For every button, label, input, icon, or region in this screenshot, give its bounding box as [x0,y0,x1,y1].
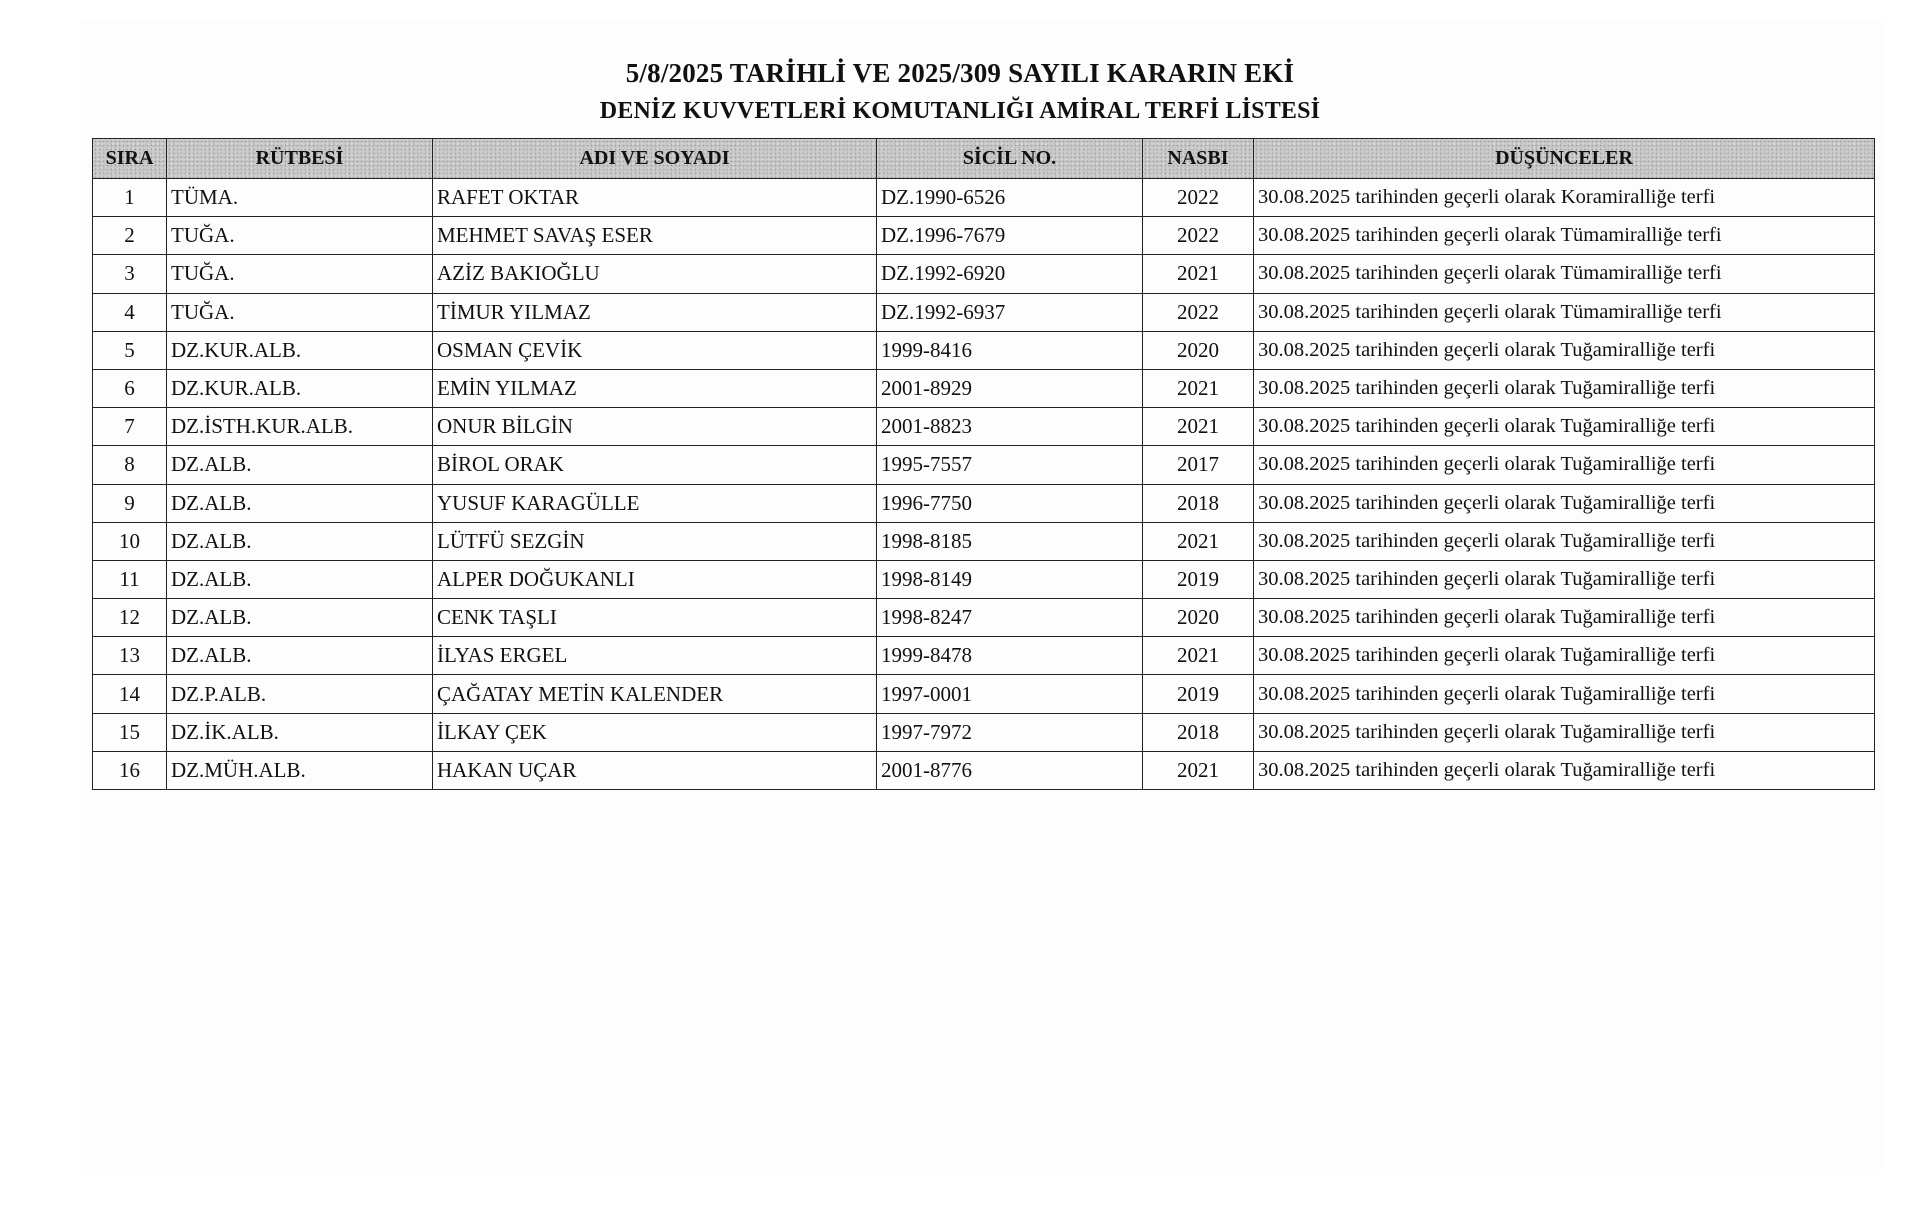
cell-dusunceler: 30.08.2025 tarihinden geçerli olarak Tuğamiralliğe terfi [1254,408,1875,446]
table-row [93,179,1875,217]
cell-dusunceler: 30.08.2025 tarihinden geçerli olarak Tuğamiralliğe terfi [1254,369,1875,407]
cell-rutbe: DZ.ALB. [167,446,433,484]
cell-name: MEHMET SAVAŞ ESER [433,217,877,255]
table-row [93,408,1875,446]
table-row [93,446,1875,484]
cell-nasbi: 2021 [1143,408,1254,446]
cell-sicil-no: 1998-8149 [877,560,1143,598]
column-header-sicil: SİCİL NO. [877,139,1143,179]
cell-sicil-no: 1999-8416 [877,331,1143,369]
cell-name: AZİZ BAKIOĞLU [433,255,877,293]
cell-nasbi: 2022 [1143,217,1254,255]
column-header-dusunceler: DÜŞÜNCELER [1254,139,1875,179]
cell-rutbe: DZ.ALB. [167,522,433,560]
cell-sicil-no: 1999-8478 [877,637,1143,675]
cell-nasbi: 2021 [1143,369,1254,407]
column-header-sira: SIRA [93,139,167,179]
cell-dusunceler: 30.08.2025 tarihinden geçerli olarak Tuğamiralliğe terfi [1254,713,1875,751]
cell-name: OSMAN ÇEVİK [433,331,877,369]
cell-sira: 5 [93,331,167,369]
cell-name: BİROL ORAK [433,446,877,484]
table-row [93,255,1875,293]
cell-name: LÜTFÜ SEZGİN [433,522,877,560]
cell-dusunceler: 30.08.2025 tarihinden geçerli olarak Tuğamiralliğe terfi [1254,675,1875,713]
cell-name: İLYAS ERGEL [433,637,877,675]
cell-sira: 3 [93,255,167,293]
cell-rutbe: TUĞA. [167,293,433,331]
column-header-ad: ADI VE SOYADI [433,139,877,179]
cell-sicil-no: 2001-8929 [877,369,1143,407]
cell-rutbe: DZ.ALB. [167,599,433,637]
table-row [93,599,1875,637]
cell-nasbi: 2021 [1143,522,1254,560]
table-row [93,293,1875,331]
table-row [93,560,1875,598]
cell-dusunceler: 30.08.2025 tarihinden geçerli olarak Tuğamiralliğe terfi [1254,522,1875,560]
cell-sira: 11 [93,560,167,598]
cell-sira: 7 [93,408,167,446]
cell-rutbe: DZ.ALB. [167,637,433,675]
cell-nasbi: 2021 [1143,751,1254,789]
table-row [93,484,1875,522]
cell-sira: 9 [93,484,167,522]
document-subtitle: DENİZ KUVVETLERİ KOMUTANLIĞI AMİRAL TERFİ LİSTESİ [599,98,1321,124]
cell-nasbi: 2022 [1143,179,1254,217]
table-row [93,217,1875,255]
cell-rutbe: DZ.KUR.ALB. [167,369,433,407]
cell-nasbi: 2019 [1143,675,1254,713]
cell-name: İLKAY ÇEK [433,713,877,751]
cell-sicil-no: 1998-8247 [877,599,1143,637]
cell-rutbe: DZ.İK.ALB. [167,713,433,751]
table-row [93,751,1875,789]
cell-name: ÇAĞATAY METİN KALENDER [433,675,877,713]
cell-name: ONUR BİLGİN [433,408,877,446]
cell-name: YUSUF KARAGÜLLE [433,484,877,522]
cell-dusunceler: 30.08.2025 tarihinden geçerli olarak Tuğamiralliğe terfi [1254,599,1875,637]
cell-sira: 15 [93,713,167,751]
cell-name: ALPER DOĞUKANLI [433,560,877,598]
cell-dusunceler: 30.08.2025 tarihinden geçerli olarak Tümamiralliğe terfi [1254,217,1875,255]
cell-sicil-no: 1998-8185 [877,522,1143,560]
cell-sicil-no: DZ.1996-7679 [877,217,1143,255]
cell-nasbi: 2019 [1143,560,1254,598]
cell-sira: 13 [93,637,167,675]
cell-rutbe: DZ.ALB. [167,560,433,598]
cell-sira: 12 [93,599,167,637]
cell-sira: 14 [93,675,167,713]
cell-nasbi: 2018 [1143,713,1254,751]
cell-nasbi: 2021 [1143,637,1254,675]
cell-rutbe: DZ.P.ALB. [167,675,433,713]
cell-nasbi: 2020 [1143,599,1254,637]
cell-nasbi: 2020 [1143,331,1254,369]
column-header-rutbe: RÜTBESİ [167,139,433,179]
cell-rutbe: TÜMA. [167,179,433,217]
cell-dusunceler: 30.08.2025 tarihinden geçerli olarak Tümamiralliğe terfi [1254,255,1875,293]
promotion-table [92,138,1875,790]
cell-sira: 8 [93,446,167,484]
table-row [93,675,1875,713]
cell-rutbe: DZ.ALB. [167,484,433,522]
cell-rutbe: TUĞA. [167,255,433,293]
cell-sicil-no: 1996-7750 [877,484,1143,522]
cell-sicil-no: 2001-8776 [877,751,1143,789]
cell-rutbe: DZ.İSTH.KUR.ALB. [167,408,433,446]
cell-dusunceler: 30.08.2025 tarihinden geçerli olarak Tuğamiralliğe terfi [1254,751,1875,789]
cell-dusunceler: 30.08.2025 tarihinden geçerli olarak Tuğamiralliğe terfi [1254,637,1875,675]
cell-dusunceler: 30.08.2025 tarihinden geçerli olarak Tuğamiralliğe terfi [1254,446,1875,484]
cell-name: TİMUR YILMAZ [433,293,877,331]
cell-sicil-no: DZ.1992-6920 [877,255,1143,293]
cell-dusunceler: 30.08.2025 tarihinden geçerli olarak Tuğamiralliğe terfi [1254,560,1875,598]
document-title: 5/8/2025 TARİHLİ VE 2025/309 SAYILI KARARIN EKİ [625,58,1295,88]
cell-sira: 4 [93,293,167,331]
cell-sicil-no: 1997-0001 [877,675,1143,713]
cell-sicil-no: 2001-8823 [877,408,1143,446]
cell-sira: 1 [93,179,167,217]
cell-rutbe: DZ.KUR.ALB. [167,331,433,369]
cell-sicil-no: 1995-7557 [877,446,1143,484]
cell-name: CENK TAŞLI [433,599,877,637]
table-row [93,713,1875,751]
cell-nasbi: 2021 [1143,255,1254,293]
cell-sira: 16 [93,751,167,789]
column-header-nasbi: NASBI [1143,139,1254,179]
table-row [93,522,1875,560]
cell-name: RAFET OKTAR [433,179,877,217]
cell-nasbi: 2017 [1143,446,1254,484]
cell-rutbe: TUĞA. [167,217,433,255]
table-row [93,331,1875,369]
table-header-row [93,139,1875,179]
cell-sicil-no: DZ.1992-6937 [877,293,1143,331]
cell-dusunceler: 30.08.2025 tarihinden geçerli olarak Koramiralliğe terfi [1254,179,1875,217]
cell-rutbe: DZ.MÜH.ALB. [167,751,433,789]
cell-sicil-no: 1997-7972 [877,713,1143,751]
cell-nasbi: 2018 [1143,484,1254,522]
cell-dusunceler: 30.08.2025 tarihinden geçerli olarak Tuğamiralliğe terfi [1254,484,1875,522]
cell-dusunceler: 30.08.2025 tarihinden geçerli olarak Tuğamiralliğe terfi [1254,331,1875,369]
table-row [93,369,1875,407]
cell-dusunceler: 30.08.2025 tarihinden geçerli olarak Tümamiralliğe terfi [1254,293,1875,331]
cell-sira: 2 [93,217,167,255]
cell-sira: 10 [93,522,167,560]
cell-sicil-no: DZ.1990-6526 [877,179,1143,217]
cell-name: HAKAN UÇAR [433,751,877,789]
table-row [93,637,1875,675]
cell-nasbi: 2022 [1143,293,1254,331]
cell-name: EMİN YILMAZ [433,369,877,407]
cell-sira: 6 [93,369,167,407]
